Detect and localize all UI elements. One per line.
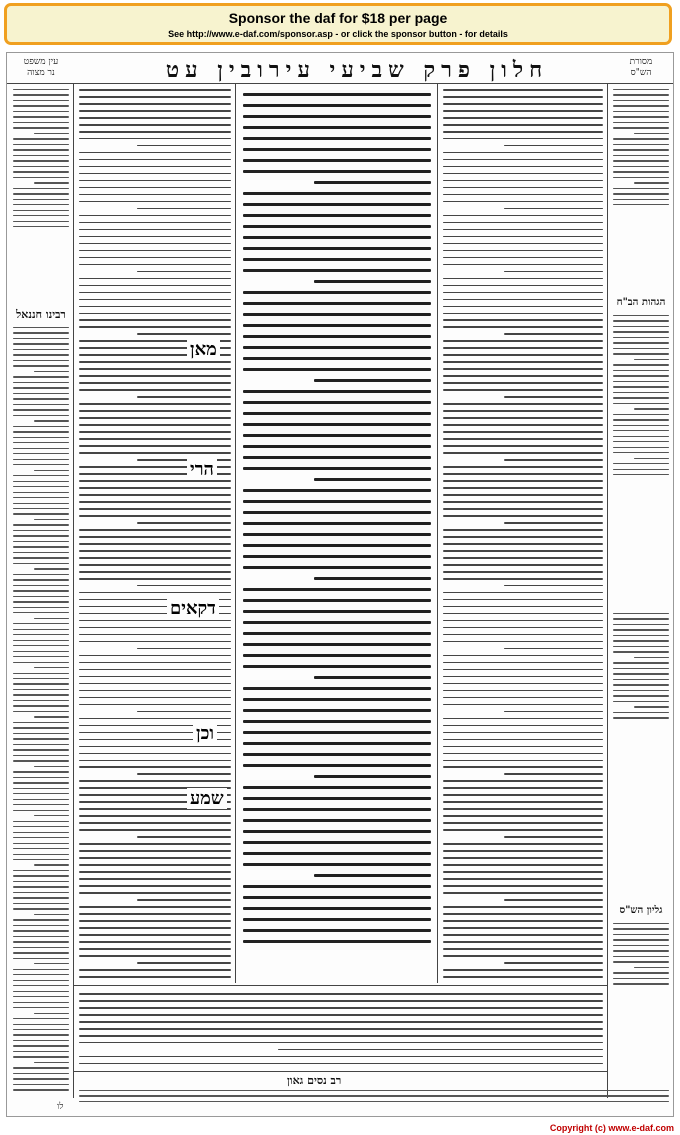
dh-dekayim: דקאים xyxy=(167,598,219,619)
page-title: חלון פרק שביעי עירובין עט xyxy=(165,57,549,83)
gemara-column xyxy=(243,93,431,948)
bottom-block-rule xyxy=(73,985,607,986)
rule-center-left xyxy=(235,83,236,983)
rabbeinu-chananel-text xyxy=(13,327,69,1092)
dh-shema: שמע xyxy=(187,788,227,809)
rule-center-right xyxy=(437,83,438,983)
dh-vechen: וכן xyxy=(193,723,217,744)
sponsor-subtitle[interactable]: See http://www.e-daf.com/sponsor.asp - or click the sponsor button - for details xyxy=(168,29,508,39)
copyright-notice[interactable]: Copyright (c) www.e-daf.com xyxy=(549,1123,674,1133)
ein-mishpat-label: עין משפט xyxy=(23,57,59,67)
dh-maan: מאן xyxy=(187,339,220,360)
page-marker: לו xyxy=(57,1102,64,1112)
bottom-commentary-block xyxy=(79,993,603,1068)
tosafot-column xyxy=(79,89,231,979)
gilyon-hashas-title: גליון הש"ס xyxy=(619,905,663,916)
ner-mitzvah-label: נר מצוה xyxy=(27,68,55,78)
rule-left-margin xyxy=(73,83,74,1098)
hagahot-habach-title: הגהות הב"ח xyxy=(616,297,666,308)
rashi-column xyxy=(443,89,603,979)
rav-nissim-gaon-title: רב נסים גאון xyxy=(287,1074,342,1087)
mesoret-hashas-column xyxy=(613,89,669,219)
header-rule xyxy=(7,83,673,84)
ein-mishpat-column xyxy=(13,89,69,239)
rav-nissim-gaon-text xyxy=(79,1090,669,1112)
sponsor-banner[interactable] xyxy=(4,3,672,45)
footer-rule xyxy=(73,1071,607,1072)
mesoret-label: מסורת xyxy=(629,57,653,67)
hashas-label: הש"ס xyxy=(630,68,652,78)
talmud-page xyxy=(6,52,674,1117)
rule-right-margin xyxy=(607,83,608,1098)
sponsor-title[interactable]: Sponsor the daf for $18 per page xyxy=(228,10,448,26)
hagahot-habach-text xyxy=(613,315,669,495)
gilyon-hashas-text xyxy=(613,923,669,993)
side-notes-column xyxy=(613,613,669,843)
rabbeinu-chananel-title: רבינו חננאל xyxy=(16,308,66,321)
dh-harei: הרי xyxy=(187,459,217,480)
